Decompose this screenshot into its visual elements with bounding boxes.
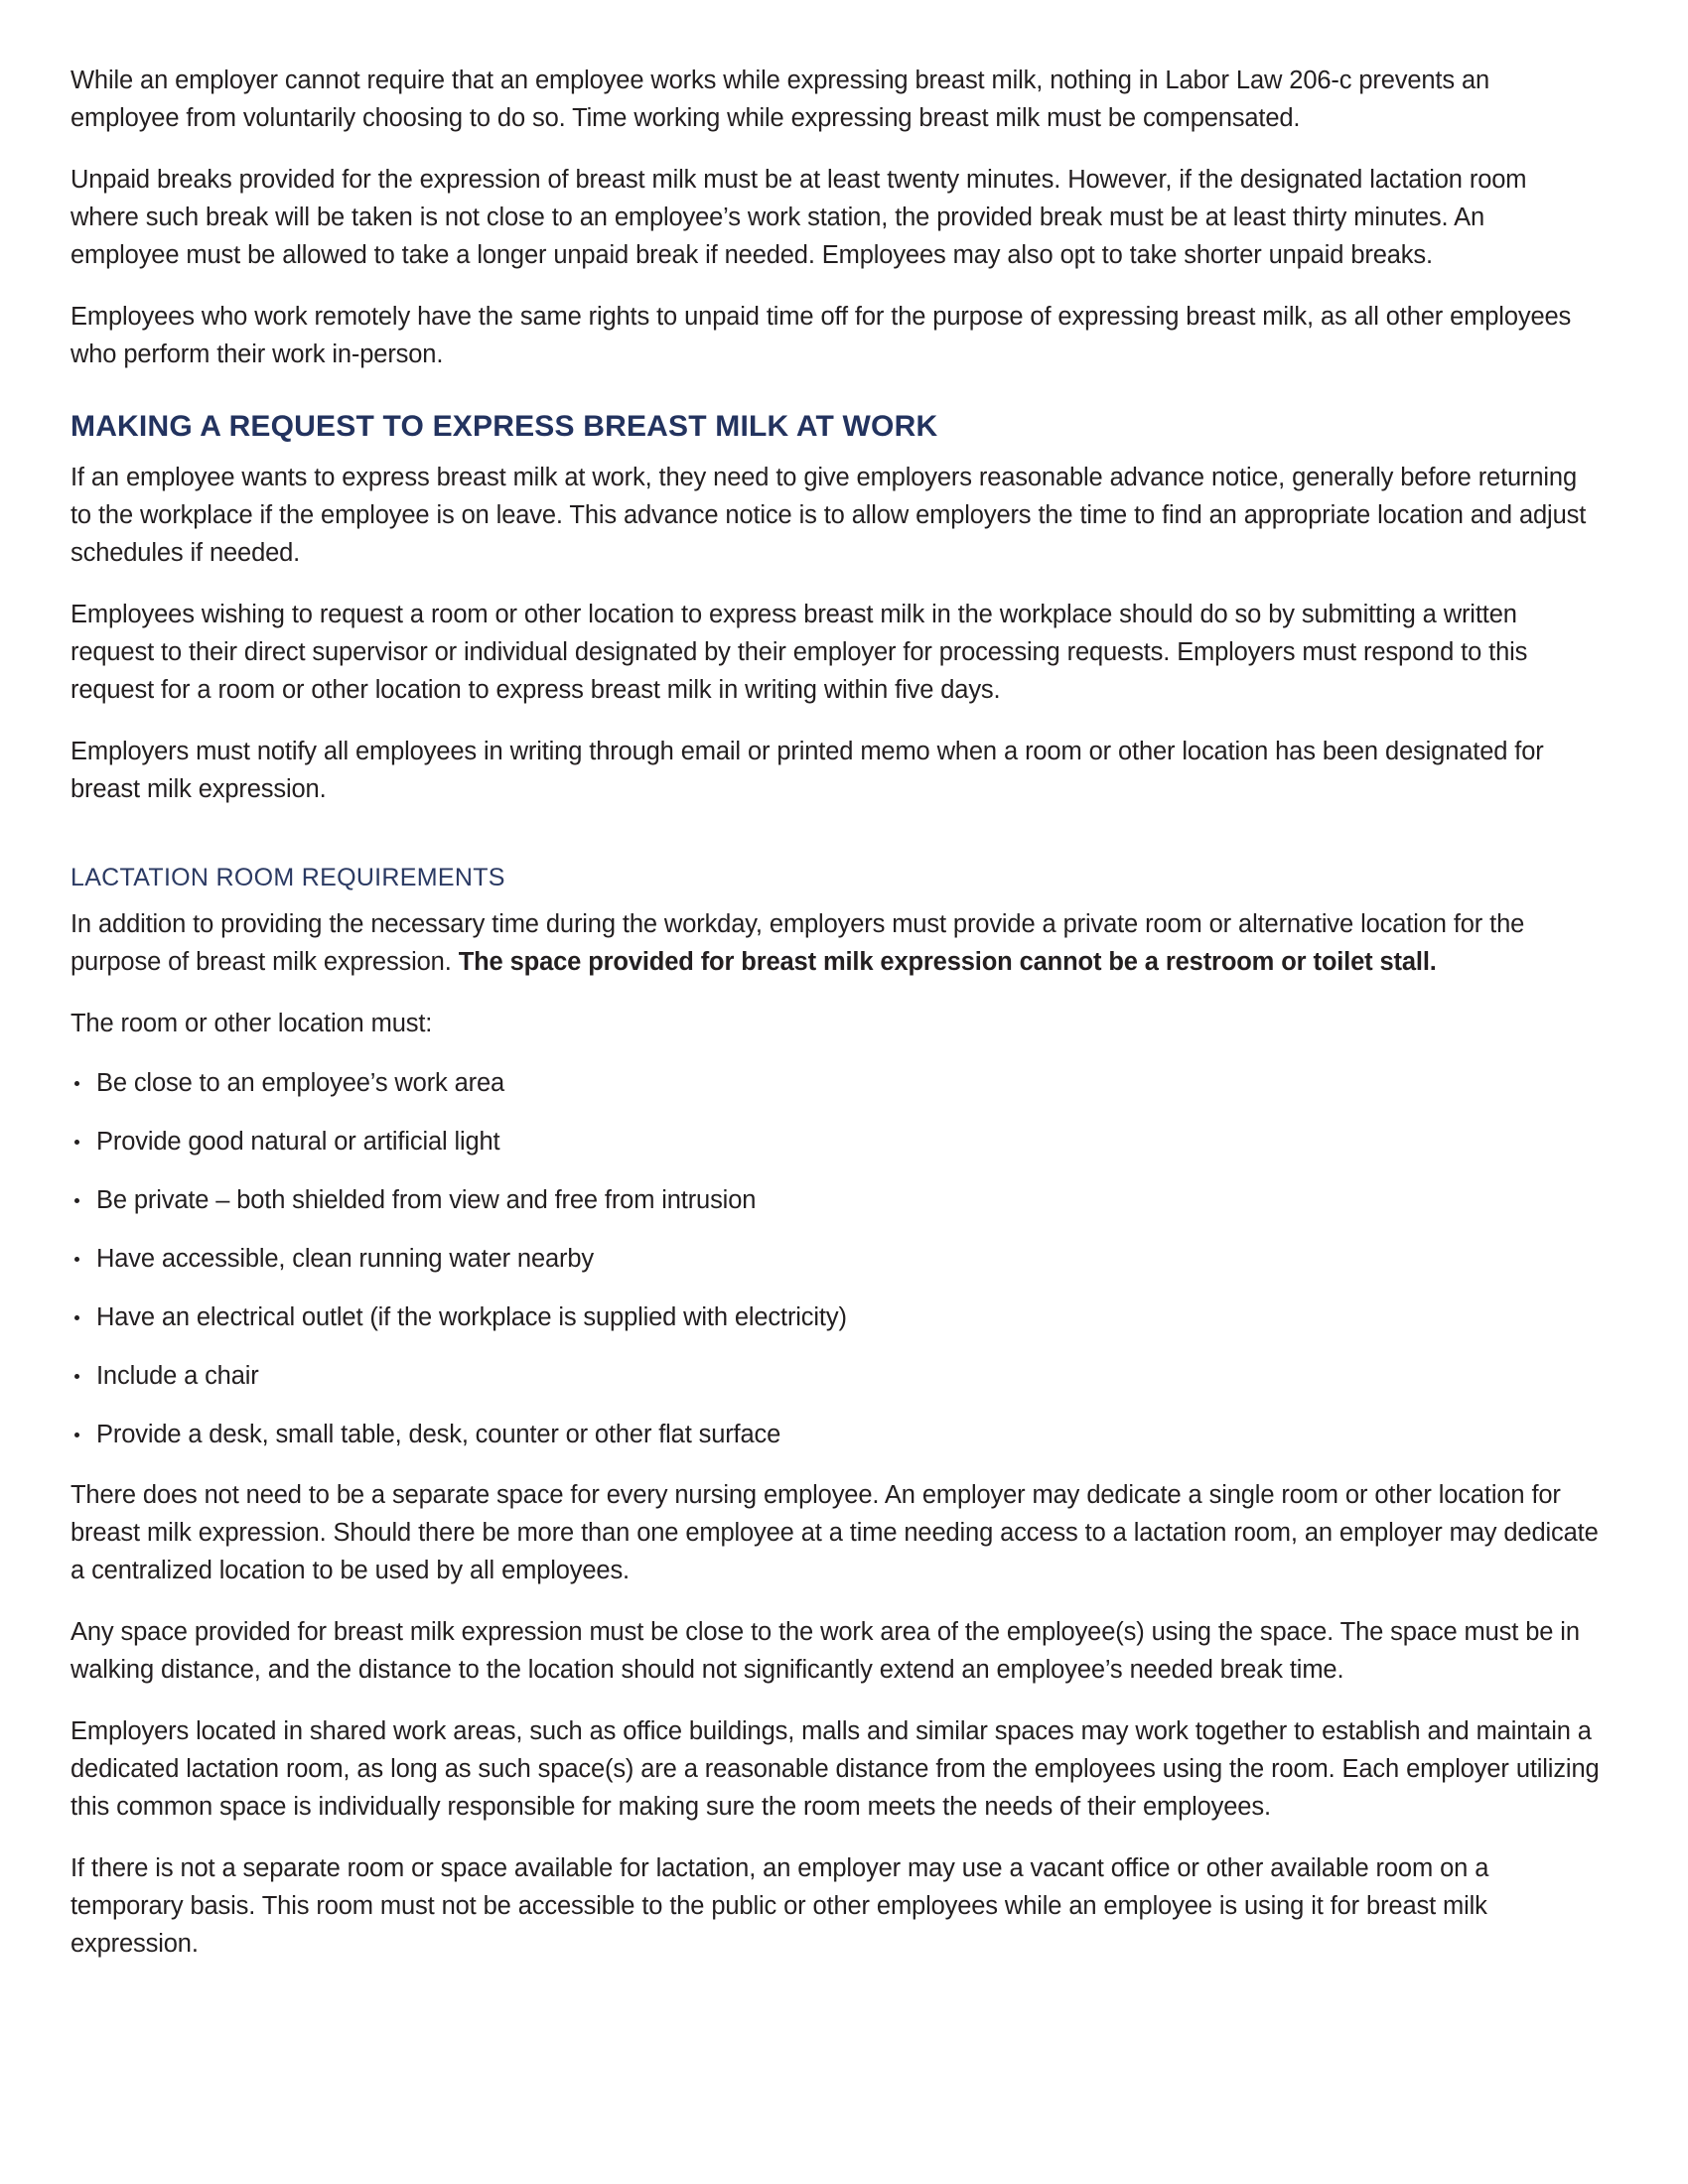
closing-paragraph-4: If there is not a separate room or space available for lactation, an employer may use a vacant office or other available room on a temporary basis. This room must not be accessible to the public or other employees while an employee is using it for breast milk expression. [70, 1854, 1489, 1958]
list-lead-in: The room or other location must: [70, 1010, 433, 1037]
list-item [70, 1359, 1600, 1393]
section-paragraph-2: Employees wishing to request a room or other location to express breast milk in the workplace should do so by submitting a written request to their direct supervisor or individual designated by their employer for processing requests. Employers must respond to this request for a room or other location to express breast milk in writing within five days. [70, 601, 1528, 704]
bullet-dot-icon [74, 1198, 79, 1203]
list-item [70, 1300, 1600, 1334]
intro-paragraph-2: Unpaid breaks provided for the expression of breast milk must be at least twenty minutes. However, if the designated lactation room where such break will be taken is not close to an employee’s work station, the provided break must be at least thirty minutes. An employee must be allowed to take a longer unpaid break if needed. Employees may also opt to take shorter unpaid breaks. [70, 166, 1527, 269]
document-body [70, 62, 1600, 1963]
list-item [70, 1183, 1600, 1217]
bullet-dot-icon [74, 1257, 79, 1262]
list-item-label: Be private – both shielded from view and free from intrusion [96, 1186, 757, 1214]
list-item [70, 1242, 1600, 1276]
section-paragraph-1: If an employee wants to express breast milk at work, they need to give employers reasonable advance notice, generally before returning to the workplace if the employee is on leave. This advance notice is to allow employers the time to find an appropriate location and adjust schedules if needed. [70, 464, 1587, 567]
bullet-dot-icon [74, 1315, 79, 1320]
list-item-label: Include a chair [96, 1362, 259, 1390]
list-item-label: Provide a desk, small table, desk, counter or other flat surface [96, 1421, 781, 1448]
list-item [70, 1125, 1600, 1159]
sub-heading-lactation-room-requirements: LACTATION ROOM REQUIREMENTS [70, 864, 505, 891]
bullet-dot-icon [74, 1081, 79, 1086]
bullet-dot-icon [74, 1374, 79, 1379]
list-item [70, 1418, 1600, 1451]
bullet-dot-icon [74, 1140, 79, 1145]
list-item-label: Have an electrical outlet (if the workplace is supplied with electricity) [96, 1303, 847, 1331]
intro-paragraph-1: While an employer cannot require that an employee works while expressing breast milk, nothing in Labor Law 206-c prevents an employee from voluntarily choosing to do so. Time working while expressing breast milk must be compensated. [70, 67, 1490, 132]
list-item-label: Be close to an employee’s work area [96, 1069, 505, 1097]
requirements-intro-paragraph [70, 905, 1600, 981]
bullet-dot-icon [74, 1433, 79, 1437]
section-paragraph-3: Employers must notify all employees in writing through email or printed memo when a room or other location has been designated for breast milk expression. [70, 738, 1544, 803]
closing-paragraph-3: Employers located in shared work areas, such as office buildings, malls and similar spaces may work together to establish and maintain a dedicated lactation room, as long as such space(s) are a reasonable distance from the employees using the room. Each employer utilizing this common space is individually responsible for making sure the room meets the needs of their employees. [70, 1717, 1600, 1821]
requirements-intro-normal-text: In addition to providing the necessary time during the workday, employers must provide a private room or alternative location for the purpose of breast milk expression. [70, 910, 1525, 976]
closing-paragraph-2: Any space provided for breast milk expression must be close to the work area of the employee(s) using the space. The space must be in walking distance, and the distance to the location should not significantly extend an employee’s needed break time. [70, 1618, 1580, 1684]
section-heading-making-a-request: MAKING A REQUEST TO EXPRESS BREAST MILK AT WORK [70, 410, 938, 443]
requirements-bullet-list [70, 1066, 1600, 1451]
list-item-label: Provide good natural or artificial light [96, 1128, 500, 1156]
requirements-intro-bold-text: The space provided for breast milk expression cannot be a restroom or toilet stall. [458, 948, 1437, 976]
closing-paragraph-1: There does not need to be a separate space for every nursing employee. An employer may dedicate a single room or other location for breast milk expression. Should there be more than one employee at a time needing access to a lactation room, an employer may dedicate a centralized location to be used by all employees. [70, 1481, 1599, 1584]
intro-paragraph-3: Employees who work remotely have the same rights to unpaid time off for the purpose of expressing breast milk, as all other employees who perform their work in-person. [70, 303, 1572, 368]
list-item [70, 1066, 1600, 1100]
list-item-label: Have accessible, clean running water nearby [96, 1245, 594, 1273]
